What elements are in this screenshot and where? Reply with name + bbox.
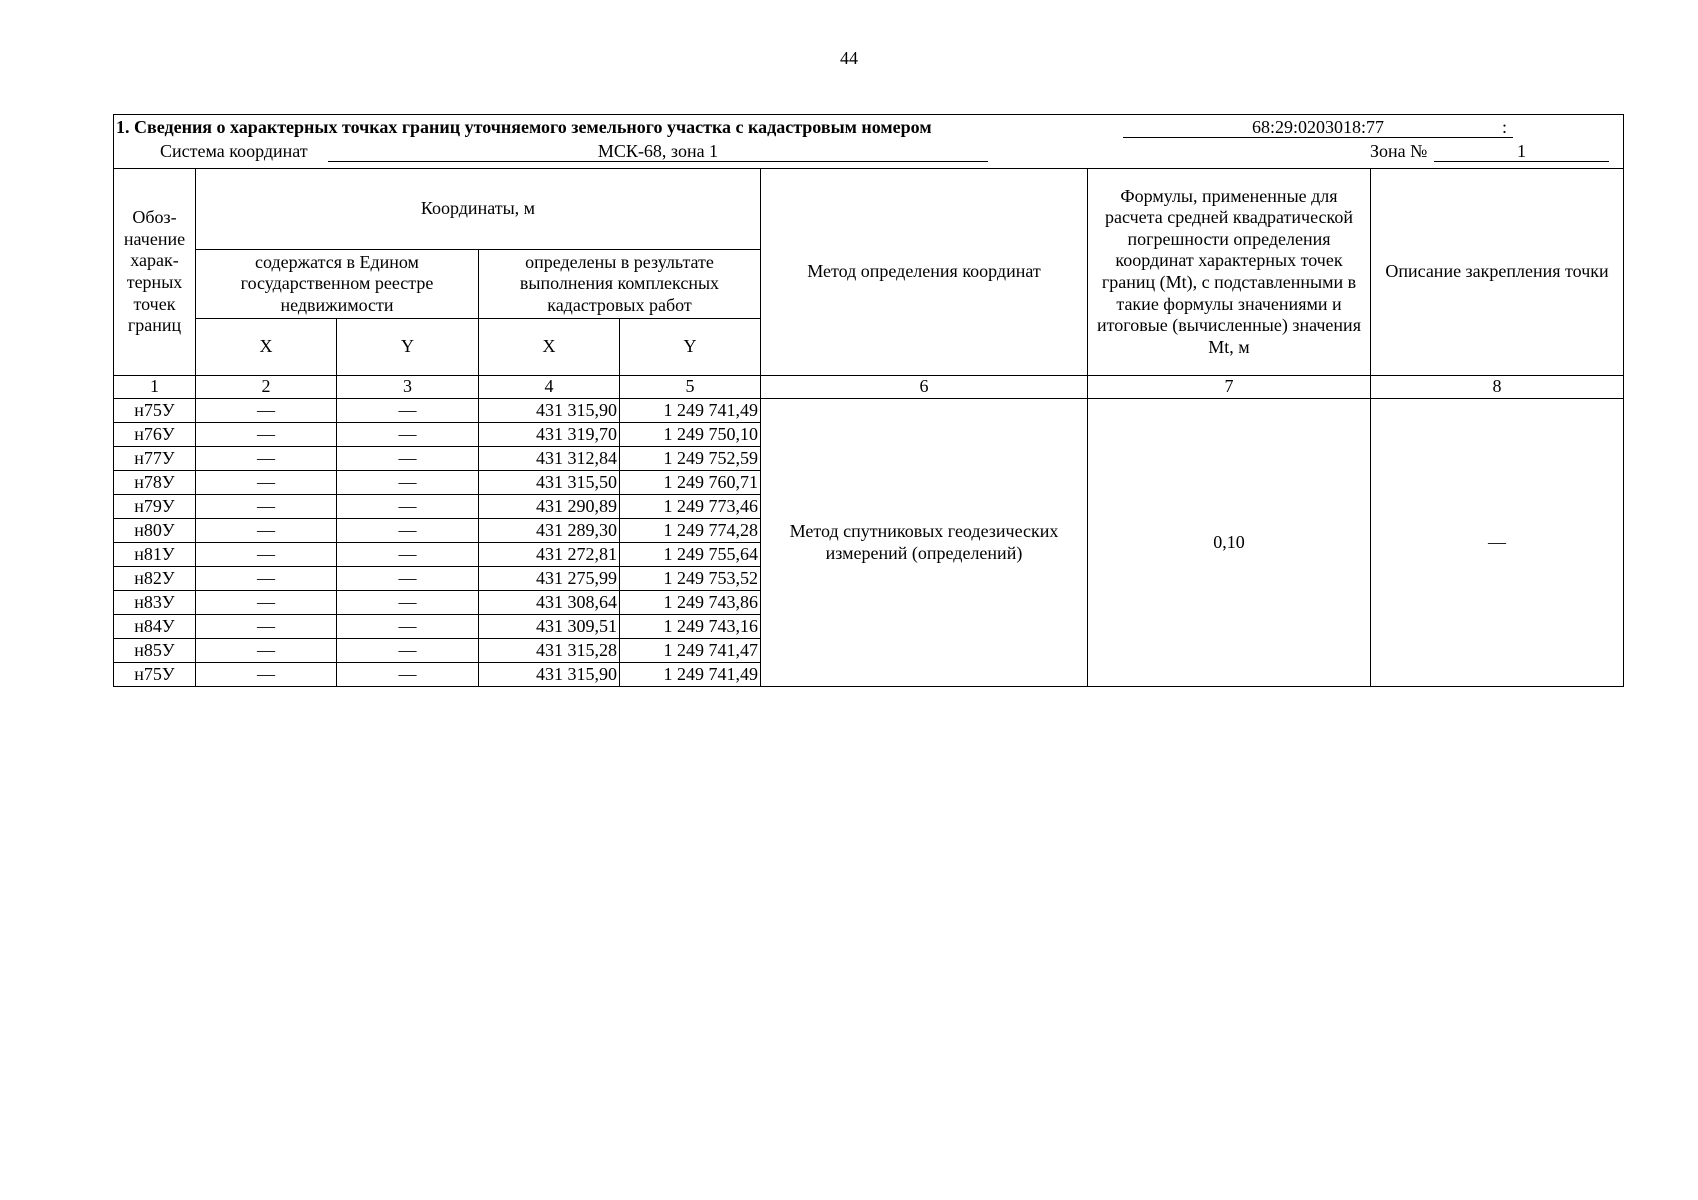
- x-cell: 431 308,64: [479, 591, 620, 615]
- x-egrn-cell: —: [196, 567, 337, 591]
- y-cell: 1 249 741,49: [620, 399, 761, 423]
- table-row: [114, 399, 1624, 423]
- y-egrn-cell: —: [337, 663, 479, 687]
- x-cell: 431 315,50: [479, 471, 620, 495]
- point-cell: н83У: [114, 591, 196, 615]
- header-x-complex: X: [479, 319, 620, 376]
- mt-cell: 0,10: [1088, 399, 1371, 687]
- y-egrn-cell: —: [337, 615, 479, 639]
- x-cell: 431 315,90: [479, 663, 620, 687]
- coord-system-label: Система координат: [160, 141, 308, 161]
- point-cell: н75У: [114, 399, 196, 423]
- zone-label: Зона №: [1370, 141, 1428, 161]
- section-heading: 1. Сведения о характерных точках границ уточняемого земельного участка с кадастровым номером: [116, 117, 932, 137]
- x-cell: 431 315,90: [479, 399, 620, 423]
- y-egrn-cell: —: [337, 639, 479, 663]
- y-egrn-cell: —: [337, 519, 479, 543]
- y-egrn-cell: —: [337, 567, 479, 591]
- y-egrn-cell: —: [337, 543, 479, 567]
- column-numbers-row: [114, 376, 1624, 399]
- header-y-egrn: Y: [337, 319, 479, 376]
- x-cell: 431 275,99: [479, 567, 620, 591]
- fixing-cell: —: [1371, 399, 1624, 687]
- point-cell: н85У: [114, 639, 196, 663]
- x-egrn-cell: —: [196, 471, 337, 495]
- x-egrn-cell: —: [196, 639, 337, 663]
- y-cell: 1 249 752,59: [620, 447, 761, 471]
- header-formulas: Формулы, примененные для расчета средней квадратической погрешности определения координат характерных точек границ (Mt), с подставленными в такие формулы значениями и итоговые (вычисленные) значения Mt, м: [1088, 169, 1371, 376]
- header-fixing: Описание закрепления точки: [1371, 169, 1624, 376]
- point-cell: н77У: [114, 447, 196, 471]
- section-info: [114, 115, 1624, 169]
- page-number: 44: [840, 48, 858, 68]
- y-cell: 1 249 760,71: [620, 471, 761, 495]
- point-cell: н79У: [114, 495, 196, 519]
- y-cell: 1 249 743,86: [620, 591, 761, 615]
- x-cell: 431 312,84: [479, 447, 620, 471]
- x-egrn-cell: —: [196, 447, 337, 471]
- column-number: 7: [1088, 376, 1371, 399]
- x-egrn-cell: —: [196, 423, 337, 447]
- column-number: 6: [761, 376, 1088, 399]
- y-egrn-cell: —: [337, 447, 479, 471]
- boundary-points-table: [113, 114, 1624, 687]
- x-cell: 431 319,70: [479, 423, 620, 447]
- y-cell: 1 249 753,52: [620, 567, 761, 591]
- x-egrn-cell: —: [196, 663, 337, 687]
- column-number: 2: [196, 376, 337, 399]
- header-designation: Обоз-начение харак-терных точек границ: [114, 169, 196, 376]
- column-number: 3: [337, 376, 479, 399]
- y-egrn-cell: —: [337, 591, 479, 615]
- header-complex: определены в результате выполнения комплексных кадастровых работ: [479, 250, 761, 319]
- point-cell: н78У: [114, 471, 196, 495]
- column-number: 4: [479, 376, 620, 399]
- y-egrn-cell: —: [337, 495, 479, 519]
- coord-system-value: МСК-68, зона 1: [328, 141, 988, 162]
- y-cell: 1 249 773,46: [620, 495, 761, 519]
- y-cell: 1 249 755,64: [620, 543, 761, 567]
- y-egrn-cell: —: [337, 471, 479, 495]
- x-egrn-cell: —: [196, 399, 337, 423]
- header-egrn: содержатся в Едином государственном реестре недвижимости: [196, 250, 479, 319]
- column-number: 8: [1371, 376, 1624, 399]
- y-egrn-cell: —: [337, 423, 479, 447]
- header-x-egrn: X: [196, 319, 337, 376]
- y-cell: 1 249 741,47: [620, 639, 761, 663]
- header-method: Метод определения координат: [761, 169, 1088, 376]
- cadastral-number: 68:29:0203018:77: [1123, 117, 1513, 138]
- column-number: 5: [620, 376, 761, 399]
- x-egrn-cell: —: [196, 591, 337, 615]
- x-egrn-cell: —: [196, 519, 337, 543]
- y-cell: 1 249 774,28: [620, 519, 761, 543]
- point-cell: н75У: [114, 663, 196, 687]
- header-y-complex: Y: [620, 319, 761, 376]
- x-egrn-cell: —: [196, 495, 337, 519]
- x-cell: 431 272,81: [479, 543, 620, 567]
- point-cell: н76У: [114, 423, 196, 447]
- x-cell: 431 289,30: [479, 519, 620, 543]
- y-cell: 1 249 743,16: [620, 615, 761, 639]
- point-cell: н81У: [114, 543, 196, 567]
- zone-value: 1: [1434, 141, 1609, 162]
- point-cell: н84У: [114, 615, 196, 639]
- y-cell: 1 249 750,10: [620, 423, 761, 447]
- cadastral-colon: :: [1502, 117, 1508, 137]
- x-cell: 431 290,89: [479, 495, 620, 519]
- method-cell: Метод спутниковых геодезических измерений (определений): [761, 399, 1088, 687]
- point-cell: н82У: [114, 567, 196, 591]
- x-cell: 431 315,28: [479, 639, 620, 663]
- header-coordinates: Координаты, м: [196, 169, 761, 250]
- x-egrn-cell: —: [196, 543, 337, 567]
- column-number: 1: [114, 376, 196, 399]
- x-cell: 431 309,51: [479, 615, 620, 639]
- point-cell: н80У: [114, 519, 196, 543]
- y-egrn-cell: —: [337, 399, 479, 423]
- x-egrn-cell: —: [196, 615, 337, 639]
- y-cell: 1 249 741,49: [620, 663, 761, 687]
